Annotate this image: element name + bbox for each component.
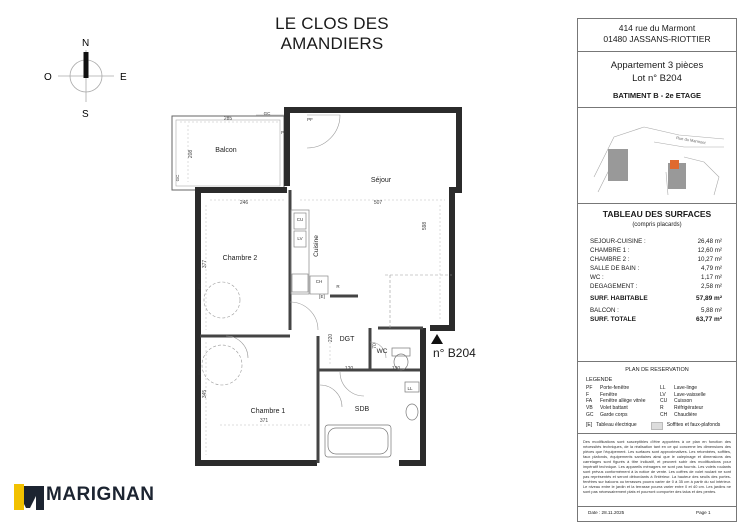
legend-title: LEGENDE: [586, 377, 613, 383]
surf-habitable-row: SURF. HABITABLE 57,89 m²: [590, 295, 722, 302]
kitchen-units: [291, 210, 328, 294]
page-title: LE CLOS DES AMANDIERS: [275, 14, 389, 53]
compass-s: S: [82, 109, 89, 120]
marignan-logo-icon: [14, 478, 44, 512]
marignan-logo: [14, 478, 174, 512]
code-fa-2: FA: [197, 369, 202, 375]
room-label-balcon: Balcon: [215, 147, 237, 154]
building-a-shape: [608, 149, 628, 181]
dim-sejour-h: 598: [422, 221, 428, 231]
apartment-type: Appartement 3 pièces: [610, 60, 704, 71]
lot-number: Lot n° B204: [632, 73, 682, 84]
address-line-2: 01480 JASSANS-RIOTTIER: [603, 34, 711, 44]
disclaimer: Des modifications sont susceptibles d'être apportées à ce plan en fonction des nécessités techniques, de la réalisation tant en ce qui concerne les dimensions des pièces que l'équipement. Les surfaces sont approximatives. Les retombées, soffites, faux plafonds, équipements sanitaires ainsi que le calepinage et dimensions des carrelages sont figurés à titre indicatif, et peuvent subir des modifications pour impératif technique. Les appareils ménagers ne sont pas fournis. Les volets roulants sont prévus conformément à la notice de vente. Les coffres de volet roulant ne sont pas représentés et seront débordants à l'intérieur. La hauteur des seuils des portes-fenêtres sur balcons ou terrasses pourra varier de 0 à 35 cm à partir du sol intérieur. Le niveau entre le jardin et la terrasse pourra varier entre 0 et 40 cm. Les jardins ne sont pas nécessairement plats et pourront comporter des talus et des pentes.: [583, 439, 731, 494]
lot-marker-arrow-icon: [431, 334, 443, 344]
exterior-walls: [198, 110, 459, 463]
balcon-row: BALCON : 5,88 m²: [590, 307, 722, 314]
interior-walls: [200, 190, 423, 463]
dim-dgt-h: 220: [328, 333, 334, 343]
legend-elec: Tableau électrique: [596, 422, 637, 429]
lot-marker-label: n° B204: [433, 346, 476, 360]
dim-ch2-w: 246: [239, 200, 249, 206]
legend-soffites: Soffites et faux-plafonds: [666, 422, 721, 429]
code-e: [E]: [319, 294, 325, 299]
compass-e: E: [120, 72, 127, 83]
site-map: [584, 117, 730, 201]
surface-row: DEGAGEMENT : 2,58 m²: [590, 283, 722, 290]
compass-o: O: [44, 72, 52, 83]
code-ch: CH: [315, 279, 323, 284]
code-lv: LV: [297, 236, 303, 241]
code-gc-3: GC: [175, 174, 180, 182]
code-pf-1: PF: [307, 117, 313, 122]
address-line-1: 414 rue du Marmont: [618, 23, 696, 33]
surfaces-title: TABLEAU DES SURFACES: [602, 209, 712, 219]
dim-dgt-w: 120: [344, 366, 354, 372]
legend-extra: [586, 422, 729, 430]
plan-date: Date : 28.11.2025: [588, 510, 625, 515]
soffite-swatch-icon: [651, 422, 663, 430]
address-block: [578, 23, 736, 45]
room-label-chambre1: Chambre 1: [250, 408, 286, 415]
code-ll: LL: [407, 386, 413, 391]
room-label-chambre2: Chambre 2: [222, 255, 258, 262]
surfaces-subtitle: (compris placards): [632, 222, 682, 228]
dim-wc-h: 70: [372, 343, 378, 349]
surface-row: CHAMBRE 1 : 12,60 m²: [590, 247, 722, 254]
dim-balcon-h: 208: [188, 149, 194, 159]
dim-ch1-w: 371: [259, 418, 269, 424]
code-gc-2: GC: [306, 109, 314, 114]
surface-row: WC : 1,17 m²: [590, 274, 722, 281]
code-fa-1: FA: [197, 283, 202, 289]
code-gc-1: GC: [263, 111, 271, 116]
legend: LEGENDE PF Porte-fenêtre LL Lave-linge F Fenêtre LV Lave-vaisselle FA Fenêtre allège vitrée CU Cuisson VB Volet battant R Réfrigérateur GC Garde corps CH Chaudière [E] Tableau électrique Soffites et faux-plafonds: [586, 377, 729, 430]
dim-sejour-w: 507: [373, 200, 383, 206]
code-cu: CU: [296, 217, 304, 222]
code-pf-2: PF: [281, 130, 287, 135]
room-label-sejour: Séjour: [370, 177, 392, 184]
surf-totale-row: SURF. TOTALE 63,77 m²: [590, 316, 722, 323]
surface-row: CHAMBRE 2 : 10,27 m²: [590, 256, 722, 263]
room-label-cuisine: Cuisine: [313, 235, 320, 257]
surface-row: SALLE DE BAIN : 4,79 m²: [590, 265, 722, 272]
sanitary-fixtures: [325, 348, 419, 457]
dim-balcon-w: 285: [223, 116, 233, 122]
dim-ch1-h: 345: [202, 389, 208, 399]
surface-row: SEJOUR-CUISINE : 26,48 m²: [590, 238, 722, 245]
map-street-label: Rue du Marmont: [675, 135, 707, 146]
reservation-label: PLAN DE RESERVATION: [625, 367, 689, 373]
room-label-wc: WC: [376, 348, 388, 355]
lot-highlight: [670, 160, 679, 169]
info-panel: [577, 18, 737, 522]
surfaces-table: [590, 237, 722, 324]
apartment-block: [578, 59, 736, 85]
room-label-dgt: DGT: [339, 336, 355, 343]
dim-ch2-h: 377: [202, 259, 208, 269]
page-number: Page 1: [696, 510, 711, 515]
room-label-sdb: SDB: [354, 406, 370, 413]
legend-elec-code: [E]: [586, 422, 593, 429]
compass-n: N: [82, 38, 90, 49]
building-floor: BATIMENT B - 2e ETAGE: [612, 91, 702, 100]
dim-wc-w: 130: [391, 366, 401, 372]
brand-name: MARIGNAN: [46, 484, 155, 505]
code-r: R: [336, 284, 340, 289]
